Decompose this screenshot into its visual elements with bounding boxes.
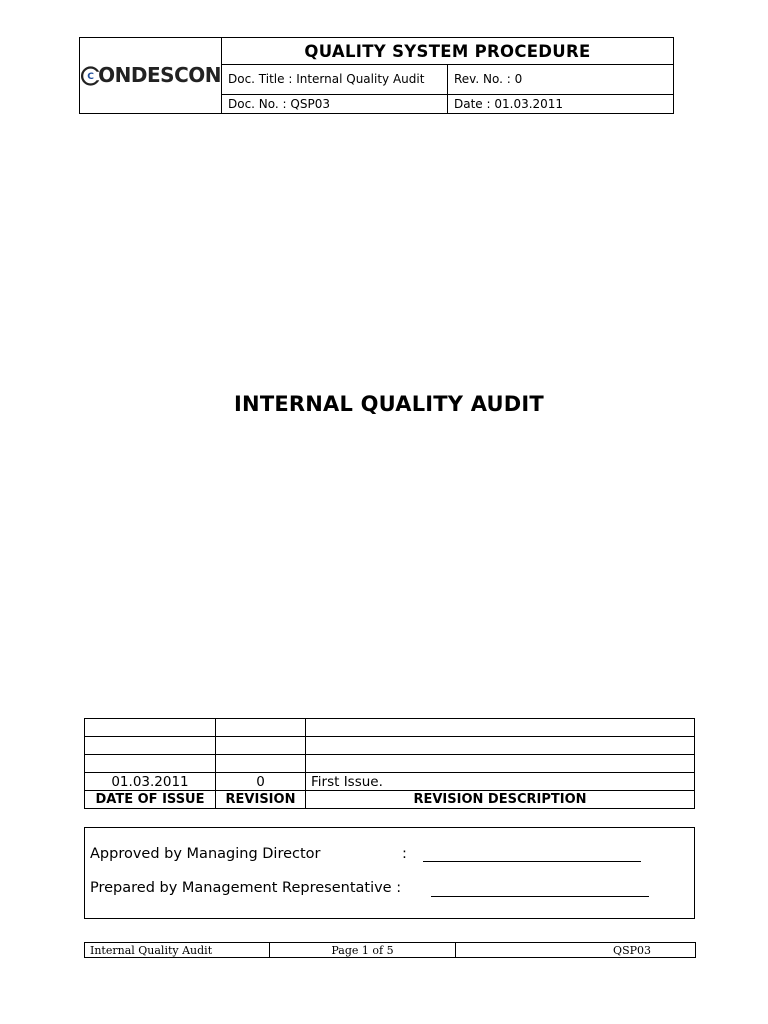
logo-cell <box>80 38 222 114</box>
table-cell <box>85 719 216 737</box>
date-field: Date : 01.03.2011 <box>448 95 674 114</box>
logo-text: ONDESCON <box>98 63 221 87</box>
table-cell <box>306 737 695 755</box>
table-row <box>85 773 695 791</box>
rev-no-field: Rev. No. : 0 <box>448 65 674 95</box>
approved-by-label: Approved by Managing Director <box>90 846 321 862</box>
table-cell <box>85 737 216 755</box>
page-footer <box>84 942 696 958</box>
revision-table <box>84 718 695 809</box>
logo-letter: C <box>87 70 94 82</box>
table-header-row <box>85 791 695 809</box>
approved-signature-line[interactable] <box>423 846 641 862</box>
document-header <box>79 37 674 114</box>
column-header-description: REVISION DESCRIPTION <box>306 791 695 809</box>
table-cell <box>85 755 216 773</box>
footer-page-number: Page 1 of 5 <box>270 943 456 958</box>
column-header-date: DATE OF ISSUE <box>85 791 216 809</box>
footer-doc-name: Internal Quality Audit <box>85 943 270 958</box>
doc-no-field: Doc. No. : QSP03 <box>222 95 448 114</box>
condescon-logo <box>80 38 221 113</box>
prepared-by-label: Prepared by Management Representative : <box>90 880 402 896</box>
table-cell <box>216 755 306 773</box>
table-cell <box>216 737 306 755</box>
table-row <box>85 719 695 737</box>
approved-colon: : <box>402 846 407 862</box>
issue-date-cell: 01.03.2011 <box>85 773 216 791</box>
table-cell <box>306 719 695 737</box>
table-cell <box>306 755 695 773</box>
procedure-title: QUALITY SYSTEM PROCEDURE <box>222 38 674 65</box>
table-row <box>85 755 695 773</box>
page-title: INTERNAL QUALITY AUDIT <box>234 392 544 416</box>
revision-number-cell: 0 <box>216 773 306 791</box>
doc-title-field: Doc. Title : Internal Quality Audit <box>222 65 448 95</box>
column-header-revision: REVISION <box>216 791 306 809</box>
prepared-signature-line[interactable] <box>431 881 649 897</box>
revision-description-cell: First Issue. <box>306 773 695 791</box>
table-row <box>85 737 695 755</box>
footer-doc-code: QSP03 <box>456 943 696 958</box>
table-cell <box>216 719 306 737</box>
approval-box <box>84 827 695 919</box>
